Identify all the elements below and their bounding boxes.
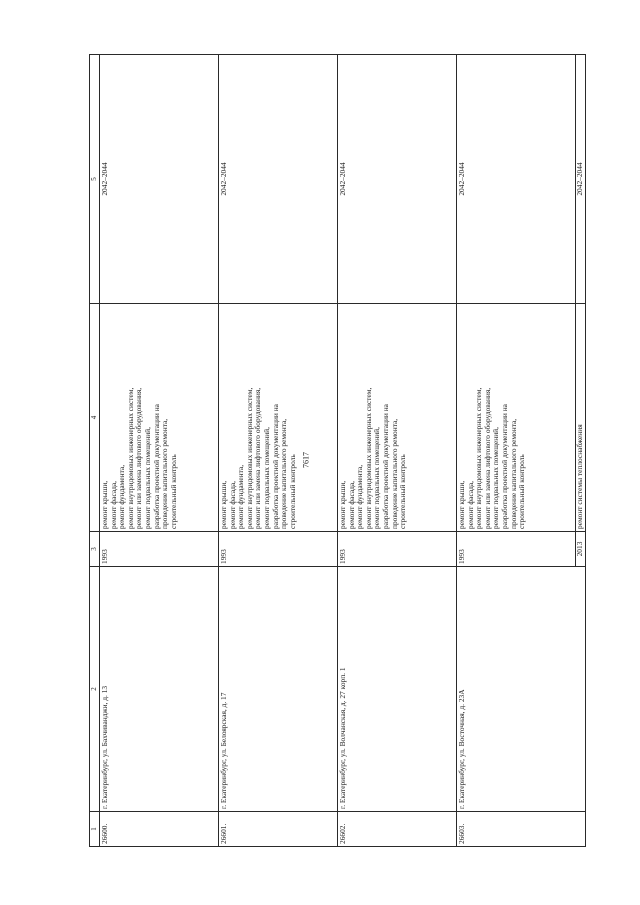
work-item: ремонт фасада, (465, 481, 475, 529)
row-id: 26601. (219, 812, 338, 847)
row-year: 1993 (100, 532, 219, 567)
work-item: ремонт крыши, (457, 480, 466, 529)
work-item: строительный контроль (517, 454, 527, 529)
row-year: 1993 (338, 532, 457, 567)
column-number: 1 (90, 812, 100, 847)
row-address: г. Екатеринбург, ул. Белоярская, д. 17 (219, 567, 338, 812)
work-item: ремонт фундамента, (236, 464, 246, 529)
row-period: 2042–2044 (219, 55, 338, 304)
column-number: 2 (90, 567, 100, 812)
row-period: 2042–2044 (100, 55, 219, 304)
work-item: ремонт фундамента, (355, 464, 365, 529)
work-item: проведение капитального ремонта, (508, 418, 518, 529)
work-item: ремонт подвальных помещений, (142, 427, 152, 529)
work-item: ремонт фасада, (108, 481, 118, 529)
table-row (338, 55, 457, 847)
work-item: ремонт подвальных помещений, (372, 427, 382, 529)
row-extra-work: ремонт системы теплоснабжения (576, 304, 586, 532)
work-item: ремонт внутридомовых инженерных систем, (363, 387, 373, 529)
work-item: ремонт фасада, (227, 481, 237, 529)
page-number: 7617 (301, 452, 311, 468)
row-address: г. Екатеринбург, ул. Волчанская, д. 27 корп. 1 (338, 567, 457, 812)
work-item: ремонт внутридомовых инженерных систем, (474, 387, 484, 529)
work-item: ремонт или замена лифтового оборудования, (253, 387, 263, 529)
work-item: ремонт фундамента, (117, 464, 127, 529)
work-item: ремонт крыши, (100, 480, 109, 529)
work-item: ремонт подвальных помещений, (261, 427, 271, 529)
work-item: ремонт внутридомовых инженерных систем, (244, 387, 254, 529)
work-item: ремонт внутридомовых инженерных систем, (125, 387, 135, 529)
work-item: ремонт крыши, (219, 480, 228, 529)
row-extra-period: 2042–2044 (576, 55, 586, 304)
work-item: разработка проектной документации на (151, 404, 161, 529)
work-item: разработка проектной документации на (380, 404, 390, 529)
row-works (100, 304, 219, 532)
row-id: 26603. (457, 812, 586, 847)
work-item: проведение капитального ремонта, (160, 418, 170, 529)
work-item: строительный контроль (287, 454, 297, 529)
table-row (100, 55, 219, 847)
work-item: строительный контроль (398, 454, 408, 529)
row-period: 2042–2044 (338, 55, 457, 304)
row-id: 26602. (338, 812, 457, 847)
column-number-row (90, 55, 100, 847)
column-number: 3 (90, 532, 100, 567)
column-number: 4 (90, 304, 100, 532)
work-item: ремонт фасада, (346, 481, 356, 529)
work-item: разработка проектной документации на (499, 404, 509, 529)
row-works (457, 304, 576, 532)
row-works (219, 304, 338, 532)
row-extra-year: 2013 (576, 532, 586, 567)
row-works (338, 304, 457, 532)
document-table-rotated (89, 80, 584, 847)
capital-repair-table (89, 54, 586, 847)
work-item: ремонт подвальных помещений, (491, 427, 501, 529)
row-address: г. Екатеринбург, ул. Бахчиванджи, д. 13 (100, 567, 219, 812)
work-item: ремонт или замена лифтового оборудования, (134, 387, 144, 529)
work-item: ремонт крыши, (338, 480, 347, 529)
work-item: проведение капитального ремонта, (279, 418, 289, 529)
row-year: 1993 (457, 532, 576, 567)
row-id: 26600. (100, 812, 219, 847)
work-item: проведение капитального ремонта, (389, 418, 399, 529)
table-row (219, 55, 338, 847)
row-year: 1993 (219, 532, 338, 567)
column-number: 5 (90, 55, 100, 304)
row-address: г. Екатеринбург, ул. Восточная, д. 23А (457, 567, 586, 812)
table-row (457, 55, 576, 847)
work-item: строительный контроль (168, 454, 178, 529)
work-item: ремонт или замена лифтового оборудования, (482, 387, 492, 529)
row-period: 2042–2044 (457, 55, 576, 304)
work-item: разработка проектной документации на (270, 404, 280, 529)
